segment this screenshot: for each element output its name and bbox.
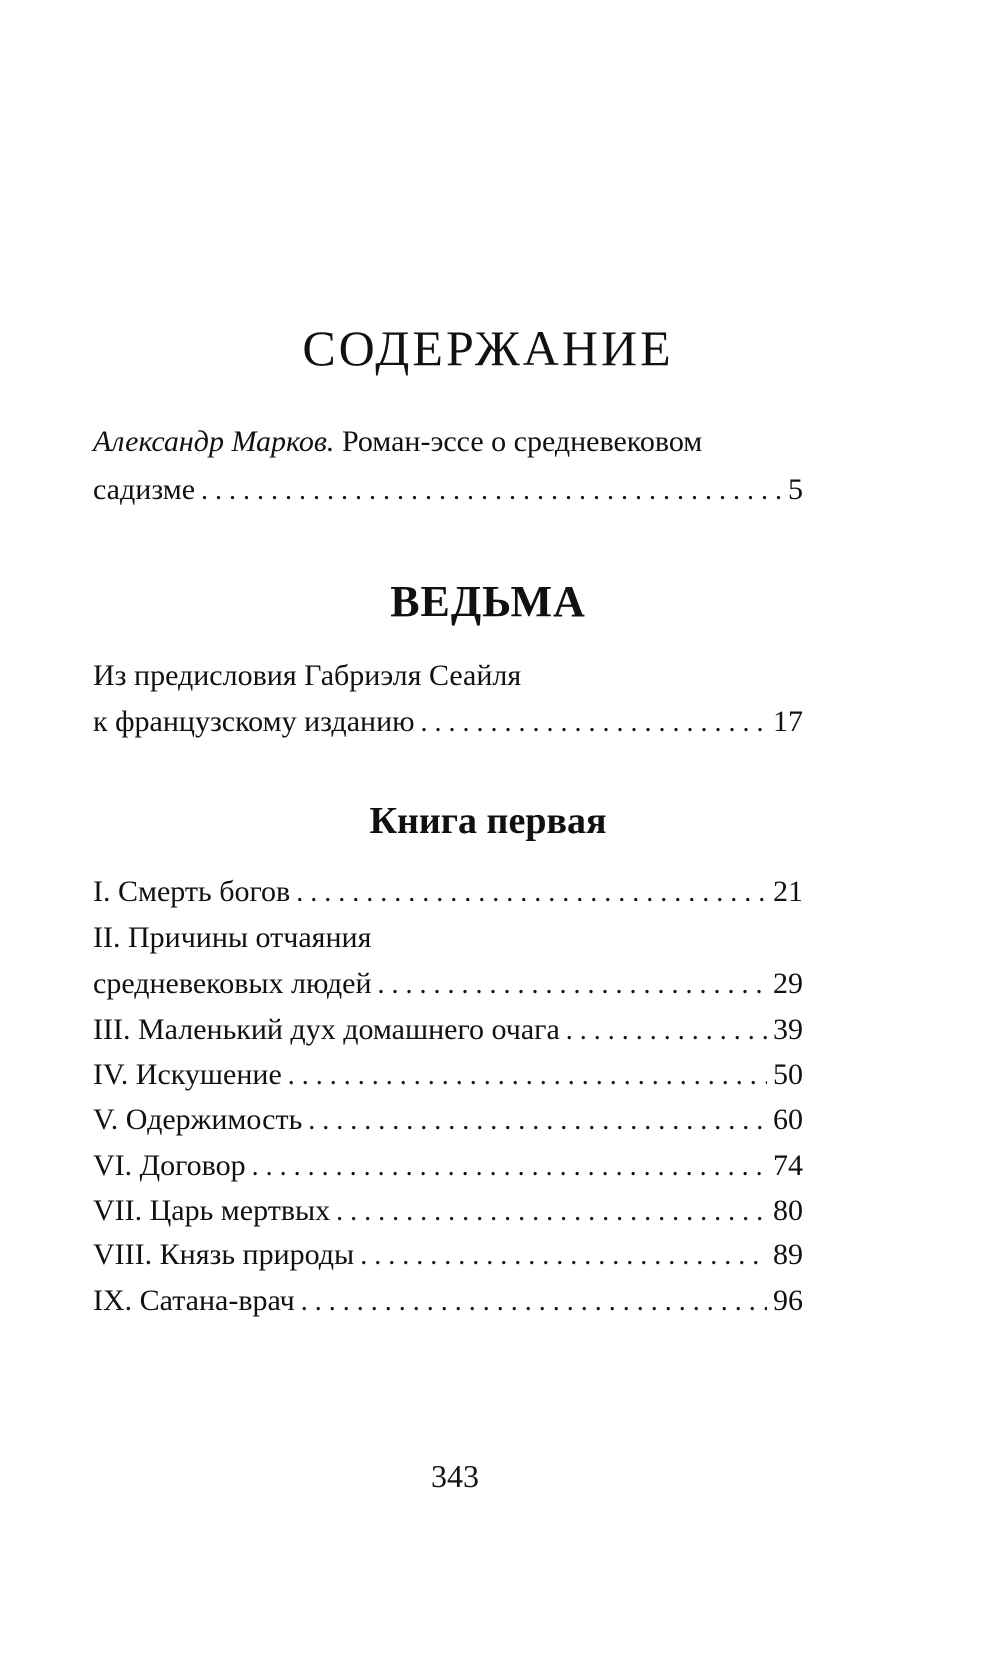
toc-preface-entry[interactable] <box>93 700 803 744</box>
toc-intro-line1 <box>93 420 803 464</box>
toc-entry-page: 5 <box>788 473 803 506</box>
toc-entry-label: IV. Искушение <box>93 1058 282 1091</box>
toc-chapter-entry[interactable] <box>93 870 803 914</box>
toc-entry-page: 89 <box>773 1238 803 1271</box>
toc-chapter-entry[interactable] <box>93 1233 803 1277</box>
toc-leader-dots <box>201 469 782 513</box>
toc-entry-page: 21 <box>773 875 803 908</box>
toc-leader-dots <box>296 871 767 915</box>
toc-leader-dots <box>378 963 767 1007</box>
page-title: СОДЕРЖАНИЕ <box>302 320 674 376</box>
toc-intro-title: Роман-эссе о средневековом <box>334 425 703 458</box>
toc-entry-label: V. Одержимость <box>93 1103 303 1136</box>
toc-intro-entry[interactable] <box>93 468 803 512</box>
toc-leader-dots <box>288 1054 767 1098</box>
toc-entry-page: 29 <box>773 967 803 1000</box>
toc-entry-label: к французскому изданию <box>93 705 415 738</box>
toc-entry-page: 17 <box>773 705 803 738</box>
toc-chapter-entry[interactable] <box>93 962 803 1006</box>
toc-entry-label: садизме <box>93 473 196 506</box>
toc-entry-label: I. Смерть богов <box>93 875 291 908</box>
toc-intro-author: Александр Марков. <box>93 425 335 458</box>
toc-leader-dots <box>301 1280 767 1324</box>
toc-leader-dots <box>421 701 767 745</box>
toc-leader-dots <box>566 1009 767 1053</box>
toc-entry-label: VIII. Князь природы <box>93 1238 355 1271</box>
page-number: 343 <box>431 1458 479 1494</box>
toc-chapter-entry[interactable] <box>93 1279 803 1323</box>
toc-chapter-entry[interactable] <box>93 1144 803 1188</box>
toc-leader-dots <box>252 1145 767 1189</box>
toc-entry-page: 39 <box>773 1013 803 1046</box>
toc-chapter-line1: II. Причины отчаяния <box>93 921 372 954</box>
toc-leader-dots <box>336 1190 767 1234</box>
toc-leader-dots <box>308 1099 767 1143</box>
toc-chapter-entry[interactable] <box>93 1098 803 1142</box>
toc-chapter-entry[interactable] <box>93 1008 803 1052</box>
toc-chapter-entry[interactable] <box>93 1189 803 1233</box>
toc-entry-page: 96 <box>773 1284 803 1317</box>
toc-entry-page: 60 <box>773 1103 803 1136</box>
toc-preface-line1: Из предисловия Габриэля Сеайля <box>93 659 522 692</box>
toc-entry-page: 74 <box>773 1149 803 1182</box>
toc-entry-page: 80 <box>773 1194 803 1227</box>
toc-entry-label: VI. Договор <box>93 1149 246 1182</box>
toc-entry-label: VII. Царь мертвых <box>93 1194 331 1227</box>
toc-chapter-entry[interactable] <box>93 1053 803 1097</box>
toc-leader-dots <box>360 1234 767 1278</box>
toc-entry-label: средневековых людей <box>93 967 372 1000</box>
toc-entry-page: 50 <box>773 1058 803 1091</box>
toc-entry-label: IX. Сатана-врач <box>93 1284 295 1317</box>
section-title: ВЕДЬМА <box>390 577 586 626</box>
book-title: Книга первая <box>369 800 607 842</box>
toc-entry-label: III. Маленький дух домашнего очага <box>93 1013 560 1046</box>
